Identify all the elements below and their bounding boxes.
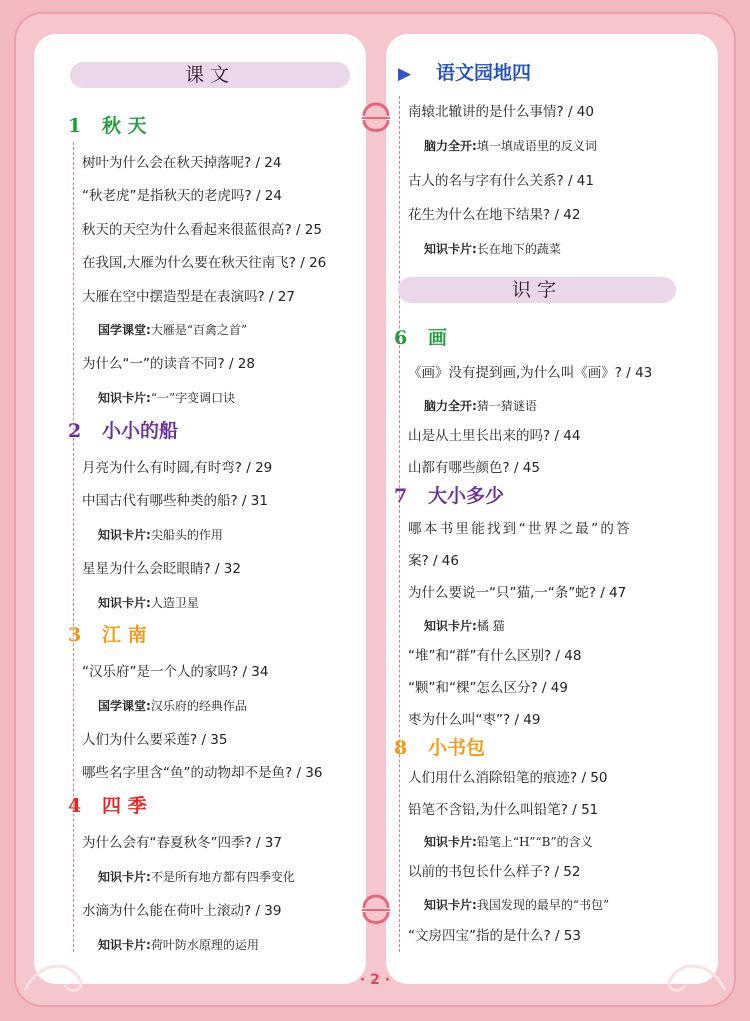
toc-entry[interactable]: 古人的名与字有什么关系? / 41	[408, 173, 594, 189]
toc-entry[interactable]: 哪些名字里含“鱼”的动物却不是鱼? / 36	[82, 765, 323, 781]
section-title-1	[68, 114, 147, 138]
sub-text: 橘 猫	[476, 619, 505, 633]
toc-sub-entry[interactable]	[424, 617, 505, 635]
toc-entry[interactable]: “堆”和“群”有什么区别? / 48	[408, 648, 582, 664]
toc-sub-entry[interactable]	[98, 389, 235, 407]
toc-sub-entry[interactable]	[98, 526, 223, 544]
toc-entry[interactable]: “秋老虎”是指秋天的老虎吗? / 24	[82, 188, 282, 204]
sub-text: 尖船头的作用	[150, 528, 223, 542]
section-header-kewen: 课文	[70, 62, 350, 88]
toc-entry[interactable]: “颗”和“棵”怎么区分? / 49	[408, 680, 568, 696]
sub-text: 荷叶防水原理的运用	[150, 938, 259, 952]
toc-entry[interactable]: 大雁在空中摆造型是在表演吗? / 27	[82, 289, 295, 305]
toc-sub-entry[interactable]	[424, 137, 597, 155]
toc-entry[interactable]: 山是从土里长出来的吗? / 44	[408, 428, 581, 444]
section-label: 语文园地四	[436, 62, 532, 84]
section-number: 2	[68, 420, 82, 442]
sub-label: 知识卡片:	[424, 898, 477, 912]
toc-entry[interactable]: 中国古代有哪些种类的船? / 31	[82, 493, 268, 509]
toc-entry[interactable]: 水滴为什么能在荷叶上滚动? / 39	[82, 903, 282, 919]
toc-entry[interactable]: 月亮为什么有时圆,有时弯? / 29	[82, 460, 273, 476]
section-title-4	[68, 794, 147, 818]
toc-entry[interactable]: 在我国,大雁为什么要在秋天往南飞? / 26	[82, 255, 327, 271]
play-arrow-icon: ▶	[398, 64, 412, 84]
section-number: 3	[68, 624, 82, 646]
section-title-7	[394, 484, 504, 508]
toc-entry[interactable]: 人们为什么要采莲? / 35	[82, 732, 228, 748]
sub-label: 知识卡片:	[424, 619, 477, 633]
section-label: 小小的船	[102, 420, 179, 442]
toc-sub-entry[interactable]	[98, 594, 199, 612]
swirl-decoration-icon	[20, 940, 110, 1000]
toc-entry[interactable]: 为什么会有“春夏秋冬”四季? / 37	[82, 835, 282, 851]
sub-text: 我国发现的最早的“书包”	[476, 898, 610, 912]
sub-text: 长在地下的蔬菜	[476, 242, 561, 256]
toc-entry[interactable]: 铅笔不含铅,为什么叫铅笔? / 51	[408, 802, 599, 818]
toc-entry[interactable]: 《画》没有提到画,为什么叫《画》? / 43	[408, 365, 653, 381]
section-number: 1	[68, 115, 82, 137]
toc-entry[interactable]: 南辕北辙讲的是什么事情? / 40	[408, 104, 594, 120]
section-label: 四 季	[102, 795, 147, 817]
section-label: 小书包	[428, 737, 486, 759]
toc-entry[interactable]: 秋天的天空为什么看起来很蓝很高? / 25	[82, 222, 322, 238]
toc-sub-entry[interactable]	[98, 697, 247, 715]
section-title-2	[68, 419, 178, 443]
toc-sub-entry[interactable]	[424, 896, 609, 914]
toc-guide-line-left	[73, 142, 74, 952]
section-title-6	[394, 326, 447, 350]
sub-label: 知识卡片:	[98, 596, 151, 610]
toc-entry[interactable]: 案? / 46	[408, 553, 459, 569]
sub-label: 知识卡片:	[98, 870, 151, 884]
section-number: 4	[68, 795, 82, 817]
section-number: 6	[394, 327, 408, 349]
sub-text: 铅笔上“H”“B”的含义	[476, 835, 593, 849]
toc-sub-entry[interactable]	[424, 397, 537, 415]
section-label: 画	[428, 327, 448, 349]
toc-entry[interactable]: 为什么“一”的读音不同? / 28	[82, 356, 255, 372]
sub-text: 猜一猜谜语	[476, 399, 537, 413]
section-header-shizi: 识字	[398, 277, 676, 303]
toc-entry[interactable]: 花生为什么在地下结果? / 42	[408, 207, 581, 223]
sub-label: 脑力全开:	[424, 139, 477, 153]
swirl-decoration-icon	[640, 940, 730, 1000]
toc-sub-entry[interactable]	[98, 868, 295, 886]
section-number: 7	[394, 485, 408, 507]
toc-sub-entry[interactable]	[98, 936, 259, 954]
toc-entry[interactable]: 枣为什么叫“枣”? / 49	[408, 712, 541, 728]
section-label: 秋 天	[102, 115, 147, 137]
section-label: 大小多少	[428, 485, 505, 507]
sub-label: 国学课堂:	[98, 699, 151, 713]
sub-label: 知识卡片:	[98, 938, 151, 952]
sub-text: 人造卫星	[150, 596, 199, 610]
section-title-yuwenyuandi	[398, 61, 531, 86]
toc-entry[interactable]: 以前的书包长什么样子? / 52	[408, 864, 581, 880]
sub-label: 知识卡片:	[424, 835, 477, 849]
toc-entry[interactable]: 为什么要说一“只”猫,一“条”蛇? / 47	[408, 585, 627, 601]
toc-sub-entry[interactable]	[424, 240, 561, 258]
section-number: 8	[394, 737, 408, 759]
toc-sub-entry[interactable]	[424, 833, 593, 851]
toc-entry[interactable]: “文房四宝”指的是什么? / 53	[408, 928, 581, 944]
sub-label: 国学课堂:	[98, 323, 151, 337]
binder-ring-icon	[358, 886, 394, 932]
sub-text: “一”字变调口诀	[150, 391, 236, 405]
toc-entry[interactable]: 人们用什么消除铅笔的痕迹? / 50	[408, 770, 608, 786]
sub-text: 填一填成语里的反义词	[476, 139, 597, 153]
toc-sub-entry[interactable]	[98, 321, 247, 339]
sub-text: 大雁是“百禽之首”	[150, 323, 248, 337]
page-number: · 2 ·	[359, 972, 391, 988]
sub-label: 知识卡片:	[424, 242, 477, 256]
sub-text: 不是所有地方都有四季变化	[150, 870, 295, 884]
sub-label: 脑力全开:	[424, 399, 477, 413]
sub-label: 知识卡片:	[98, 528, 151, 542]
toc-entry[interactable]: 星星为什么会眨眼睛? / 32	[82, 561, 241, 577]
section-label: 江 南	[102, 624, 147, 646]
toc-entry[interactable]: “汉乐府”是一个人的家吗? / 34	[82, 664, 269, 680]
section-title-3	[68, 623, 147, 647]
binder-ring-icon	[358, 94, 394, 140]
sub-text: 汉乐府的经典作品	[150, 699, 247, 713]
toc-entry[interactable]: 树叶为什么会在秋天掉落呢? / 24	[82, 155, 282, 171]
section-title-8	[394, 736, 485, 760]
toc-entry[interactable]: 山都有哪些颜色? / 45	[408, 460, 540, 476]
toc-guide-line-right	[399, 96, 400, 952]
sub-label: 知识卡片:	[98, 391, 151, 405]
toc-entry[interactable]: 哪本书里能找到“世界之最”的答	[408, 521, 632, 537]
